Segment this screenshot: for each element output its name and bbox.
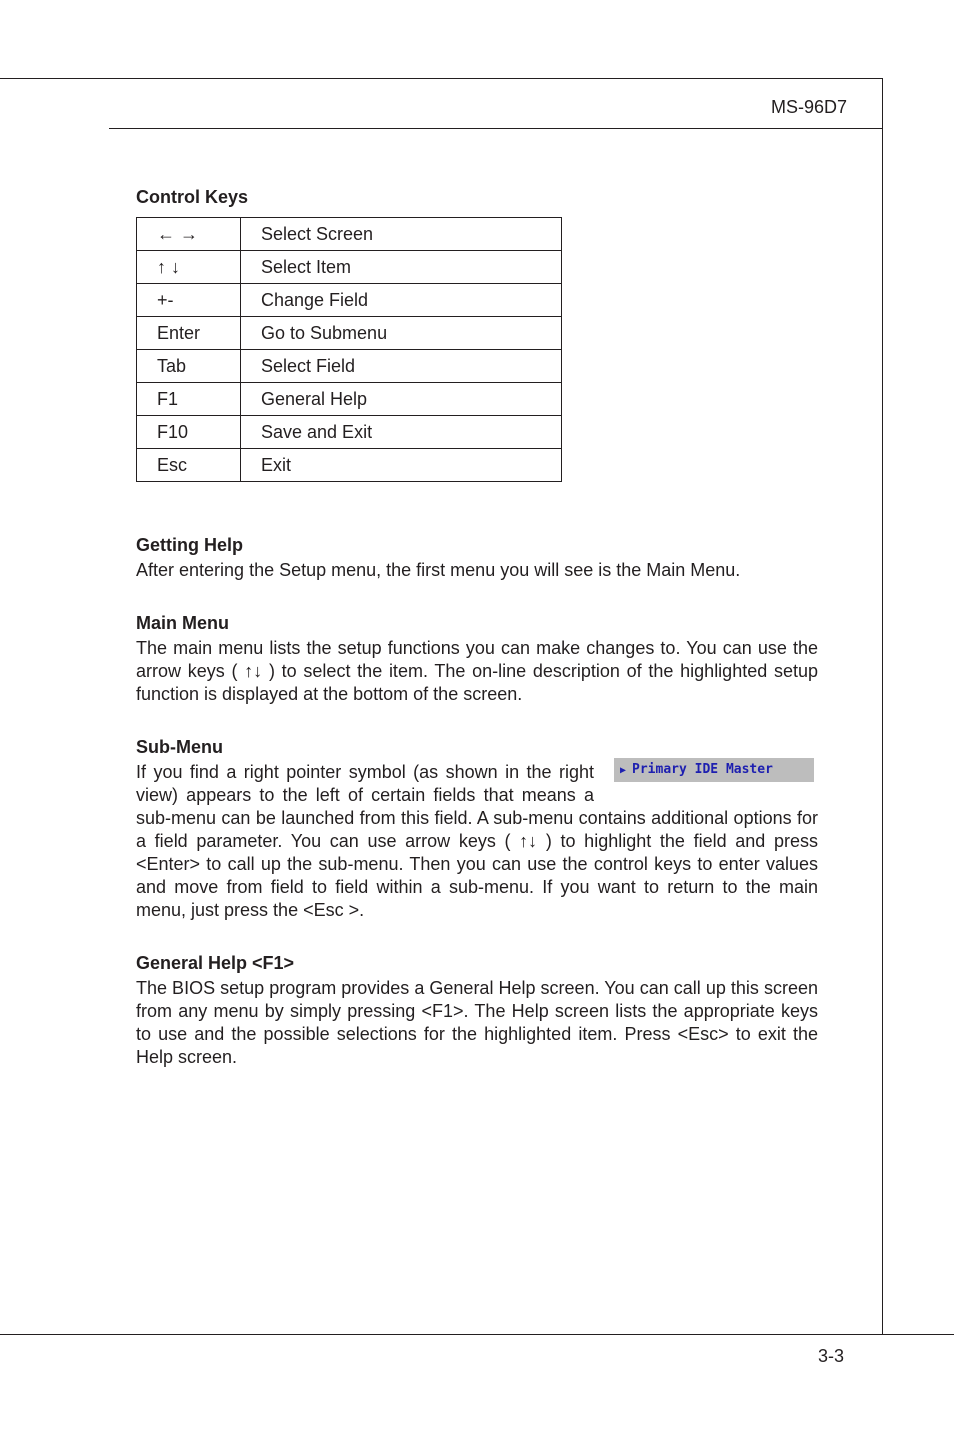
key-cell: Tab (137, 350, 241, 383)
header-rule (109, 128, 883, 129)
action-cell: Select Field (241, 350, 562, 383)
top-rule (0, 78, 883, 79)
action-cell: Select Screen (241, 218, 562, 251)
table-row (137, 284, 562, 317)
sub-menu-text: If you find a right pointer symbol (as shown in the right view) appears to the left of certain fields that means a sub-menu can be launched from this field. A sub-menu contains additional options for a field parameter. You can use arrow keys ( ↑↓ ) to highlight the field and press <Enter> to call up the sub-menu. Then you can use the control keys to enter values and move from field to field within a sub-menu. If you want to return to the main menu, just press the <Esc >. (136, 762, 818, 920)
key-cell: ← → (137, 218, 241, 251)
general-help-section (136, 952, 818, 1069)
control-keys-title: Control Keys (136, 187, 249, 207)
sub-menu-section (136, 736, 818, 922)
key-cell: F10 (137, 416, 241, 449)
page-number: 3-3 (817, 1346, 844, 1366)
main-menu-title: Main Menu (136, 613, 229, 633)
control-keys-table (136, 217, 562, 482)
main-menu-text: The main menu lists the setup functions you can make changes to. You can use the arrow keys ( ↑↓ ) to select the item. The on-line description of the highlighted setup function is displayed at the bottom of the screen. (136, 638, 818, 704)
right-rule (882, 78, 883, 1335)
getting-help-text: After entering the Setup menu, the first menu you will see is the Main Menu. (136, 560, 741, 580)
action-cell: Save and Exit (241, 416, 562, 449)
screenshot-label: Primary IDE Master (632, 762, 773, 777)
action-cell: Exit (241, 449, 562, 482)
table-row (137, 317, 562, 350)
right-pointer-icon: ▶ (620, 765, 627, 776)
table-row (137, 350, 562, 383)
sub-menu-title: Sub-Menu (136, 737, 223, 757)
key-cell: +- (137, 284, 241, 317)
table-row (137, 416, 562, 449)
action-cell: Select Item (241, 251, 562, 284)
action-cell: Change Field (241, 284, 562, 317)
key-cell: Esc (137, 449, 241, 482)
table-row (137, 383, 562, 416)
key-cell: Enter (137, 317, 241, 350)
main-menu-section (136, 612, 818, 706)
bios-submenu-screenshot (614, 758, 814, 782)
key-cell: ↑ ↓ (137, 251, 241, 284)
action-cell: Go to Submenu (241, 317, 562, 350)
key-cell: F1 (137, 383, 241, 416)
general-help-text: The BIOS setup program provides a General Help screen. You can call up this screen from any menu by simply pressing <F1>. The Help screen lists the appropriate keys to use and the possible selections for the highlighted item. Press <Esc> to exit the Help screen. (136, 978, 818, 1067)
general-help-title: General Help <F1> (136, 953, 295, 973)
action-cell: General Help (241, 383, 562, 416)
getting-help-title: Getting Help (136, 535, 243, 555)
page-content (136, 186, 818, 1069)
getting-help-section (136, 534, 818, 582)
header-model: MS-96D7 (770, 97, 847, 117)
table-row (137, 449, 562, 482)
table-row (137, 251, 562, 284)
control-keys-section (136, 186, 818, 482)
bottom-rule (0, 1334, 954, 1335)
table-row (137, 218, 562, 251)
